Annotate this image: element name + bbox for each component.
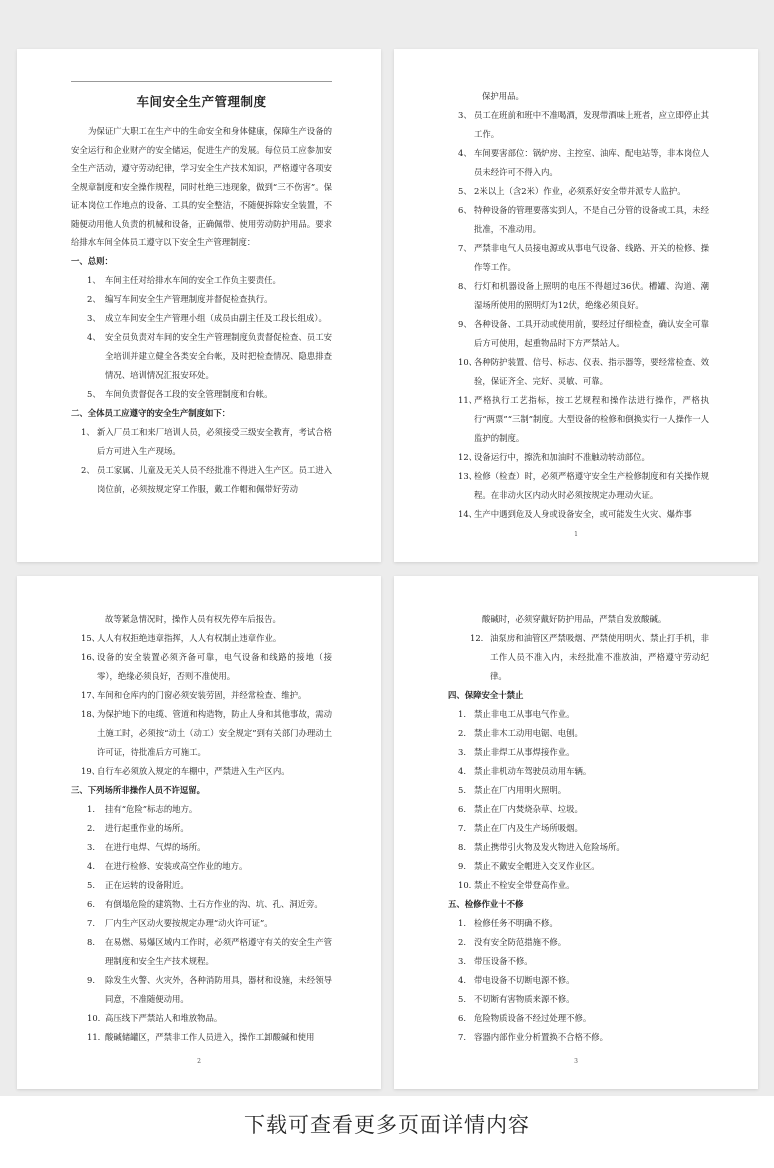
section-2-list-continued	[448, 106, 709, 524]
list-item: 4、 车间要害部位：锅炉房、主控室、油库、配电站等，非本岗位人员未经许可不得入内。	[458, 148, 709, 177]
list-item: 1. 挂有“危险”标志的地方。	[87, 804, 198, 814]
download-more-banner[interactable]: 下载可查看更多页面详情内容	[0, 1096, 774, 1168]
section-heading-2: 二、全体员工应遵守的安全生产制度如下：	[71, 407, 231, 418]
list-item: 6. 有倒塌危险的建筑物、土石方作业的沟、坑、孔、洞近旁。	[87, 899, 323, 909]
list-item: 4. 带电设备不切断电源不修。	[458, 975, 575, 985]
section-heading-3: 三、下列场所非操作人员不许逗留。	[71, 785, 205, 795]
list-item: 1、 车间主任对给排水车间的安全工作负主要责任。	[87, 274, 281, 285]
list-item: 2、 员工家属、儿童及无关人员不经批准不得进入生产区。员工进入岗位前，必须按规定穿工作服，戴工作帽和佩带好劳动	[81, 464, 332, 494]
list-item: 5. 禁止在厂内用明火照明。	[458, 785, 567, 795]
list-item: 1. 检修任务不明确不修。	[458, 918, 558, 928]
list-item: 7. 厂内生产区动火要按规定办理“动火许可证”。	[87, 918, 273, 928]
list-item: 5. 正在运转的设备附近。	[87, 880, 189, 890]
list-item: 3、 员工在班前和班中不准喝酒，发现带酒味上班者，应立即停止其工作。	[458, 110, 709, 139]
section-5-list	[448, 914, 709, 1047]
list-item: 3. 禁止非焊工从事焊接作业。	[458, 747, 575, 757]
list-item: 12. 油泵房和油管区严禁吸烟、严禁使用明火、禁止打手机，非工作人员不准入内，未经批准不准放油，严格遵守劳动纪律。	[470, 633, 709, 681]
continued-text: 酸碱时，必须穿戴好防护用品，严禁自发放酸碱。	[482, 614, 667, 624]
title-rule	[71, 81, 332, 82]
list-item: 10、 各种防护装置、信号、标志、仪表、指示器等，要经常检查、效验，保证齐全、完好、灵敏、可靠。	[458, 357, 709, 386]
continued-text: 保护用品。	[482, 91, 524, 101]
list-item: 15、 人人有权拒绝违章指挥，人人有权制止违章作业。	[81, 633, 282, 643]
list-item: 2. 没有安全防范措施不修。	[458, 937, 567, 947]
section-2-list-continued	[71, 629, 332, 781]
section-4-list	[448, 705, 709, 895]
list-item: 17、 车间和仓库内的门窗必须安装劳固，并经常检查、维护。	[81, 690, 307, 700]
list-item: 2. 禁止非木工动用电锯、电刨。	[458, 728, 583, 738]
list-item: 4. 在进行检修、安装或高空作业的地方。	[87, 861, 248, 871]
list-item: 8、 行灯和机器设备上照明的电压不得超过36伏。槽罐、沟道、潮湿场所使用的照明灯为12伏，绝缘必须良好。	[458, 281, 709, 310]
list-item: 4、 安全员负责对车间的安全生产管理制度负责督促检查、员工安全培训并建立健全各类安全台帐，及时把检查情况、隐患排查情况、培训情况汇报安环处。	[87, 331, 332, 380]
section-3-list	[71, 800, 332, 1047]
list-item: 7. 禁止在厂内及生产场所吸烟。	[458, 823, 583, 833]
list-item: 9. 禁止不戴安全帽进入交叉作业区。	[458, 861, 600, 871]
list-item: 18、 为保护地下的电缆、管道和构造物，防止人身和其他事故，需动土施工时，必须按“动土（动工）安全规定”到有关部门办理动土许可证，待批准后方可施工。	[81, 709, 332, 757]
continued-text: 故等紧急情况时，操作人员有权先停车后报告。	[105, 614, 281, 624]
list-item: 9、 各种设备、工具开动或使用前，要经过仔细检查，确认安全可靠后方可使用，起重物品时下方严禁站人。	[458, 319, 709, 348]
page-number: 3	[574, 1058, 578, 1065]
list-item: 7、 严禁非电气人员接电源或从事电气设备、线路、开关的检修、操作等工作。	[458, 243, 709, 272]
list-item: 12、 设备运行中，擦洗和加油时不准触动转动部位。	[458, 452, 650, 462]
list-item: 7. 容器内部作业分析置换不合格不修。	[458, 1032, 608, 1042]
list-item: 2、 编写车间安全生产管理制度并督促检查执行。	[87, 293, 273, 304]
list-item: 5、 车间负责督促各工段的安全管理制度和台帐。	[87, 388, 273, 399]
list-item: 16、 设备的安全装置必须齐备可靠，电气设备和线路的接地（接零），绝缘必须良好，否则不准使用。	[81, 652, 332, 681]
list-item: 6. 禁止在厂内焚烧杂草、垃圾。	[458, 804, 583, 814]
list-item: 10. 禁止不栓安全带登高作业。	[458, 880, 575, 890]
list-item: 6、 特种设备的管理要落实到人，不是自己分管的设备或工具，未经批准，不准动用。	[458, 205, 709, 234]
list-item: 10. 高压线下严禁站人和堆放物品。	[87, 1013, 223, 1023]
page-number: 1	[574, 531, 578, 538]
document-page-3	[17, 576, 381, 1089]
list-item: 3. 带压设备不修。	[458, 956, 533, 966]
document-page-2	[394, 49, 758, 562]
list-item: 3、 成立车间安全生产管理小组（成员由副主任及工段长组成）。	[87, 312, 327, 323]
list-item: 3. 在进行电焊、气焊的场所。	[87, 842, 206, 852]
page-number: 2	[197, 1058, 201, 1065]
list-item: 4. 禁止非机动车驾驶员动用车辆。	[458, 766, 592, 776]
list-item: 1. 禁止非电工从事电气作业。	[458, 709, 575, 719]
list-item: 6. 危险物质设备不经过处理不修。	[458, 1013, 592, 1023]
list-item: 9. 除发生火警、火灾外，各种消防用具，器材和设施，未经领导同意，不准随便动用。	[87, 975, 332, 1004]
list-item: 1、 新入厂员工和来厂培训人员，必须接受三级安全教育，考试合格后方可进入生产现场。	[81, 426, 332, 456]
list-item: 14、 生产中遇到危及人身或设备安全，或可能发生火灾、爆炸事	[458, 509, 692, 519]
section-heading-1: 一、总则：	[71, 255, 113, 266]
document-page-1	[17, 49, 381, 562]
list-item: 13、 检修（检查）时，必须严格遵守安全生产检修制度和有关操作规程。在非动火区内动火时必须按规定办理动火证。	[458, 471, 709, 500]
list-item: 8. 禁止携带引火物及发火物进入危险场所。	[458, 842, 625, 852]
list-item: 5. 不切断有害物质来源不修。	[458, 994, 575, 1004]
document-page-4	[394, 576, 758, 1089]
section-1-list	[71, 271, 332, 404]
document-title: 车间安全生产管理制度	[136, 94, 267, 109]
list-item: 8. 在易燃、易爆区域内工作时，必须严格遵守有关的安全生产管理制度和安全生产技术规程。	[87, 937, 332, 966]
list-item: 11. 酸碱储罐区，严禁非工作人员进入，操作工卸酸碱和使用	[87, 1032, 315, 1042]
list-item: 11、 严格执行工艺指标，按工艺规程和操作法进行操作，严格执行“两票”“三制”制度。大型设备的检修和倒换实行一人操作一人监护的制度。	[458, 395, 709, 443]
list-item: 2. 进行起重作业的场所。	[87, 823, 189, 833]
section-heading-5: 五、检修作业十不修	[448, 899, 524, 909]
intro-paragraph: 为保证广大职工在生产中的生命安全和身体健康，保障生产设备的安全运行和企业财产的安全储运，促进生产的发展。每位员工应参加安全生产活动，遵守劳动纪律，学习安全生产技术知识，严格遵守各项安全规章制度和安全操作规程，同时杜绝三违现象，做到“三不伤害”。保证本岗位工作地点的设备、工具的安全整洁，不随便拆除安全装置，不随便动用他人负责的机械和设备，正确佩带、使用劳动防护用品。要求给排水车间全体员工遵守以下安全生产管理制度：	[71, 126, 332, 247]
list-item: 5、 2米以上（含2米）作业，必须系好安全带并派专人监护。	[458, 186, 686, 196]
section-heading-4: 四、保障安全十禁止	[448, 690, 524, 700]
list-item: 19、 自行车必须放入规定的车棚中，严禁进入生产区内。	[81, 766, 290, 776]
section-2-list	[71, 423, 332, 499]
